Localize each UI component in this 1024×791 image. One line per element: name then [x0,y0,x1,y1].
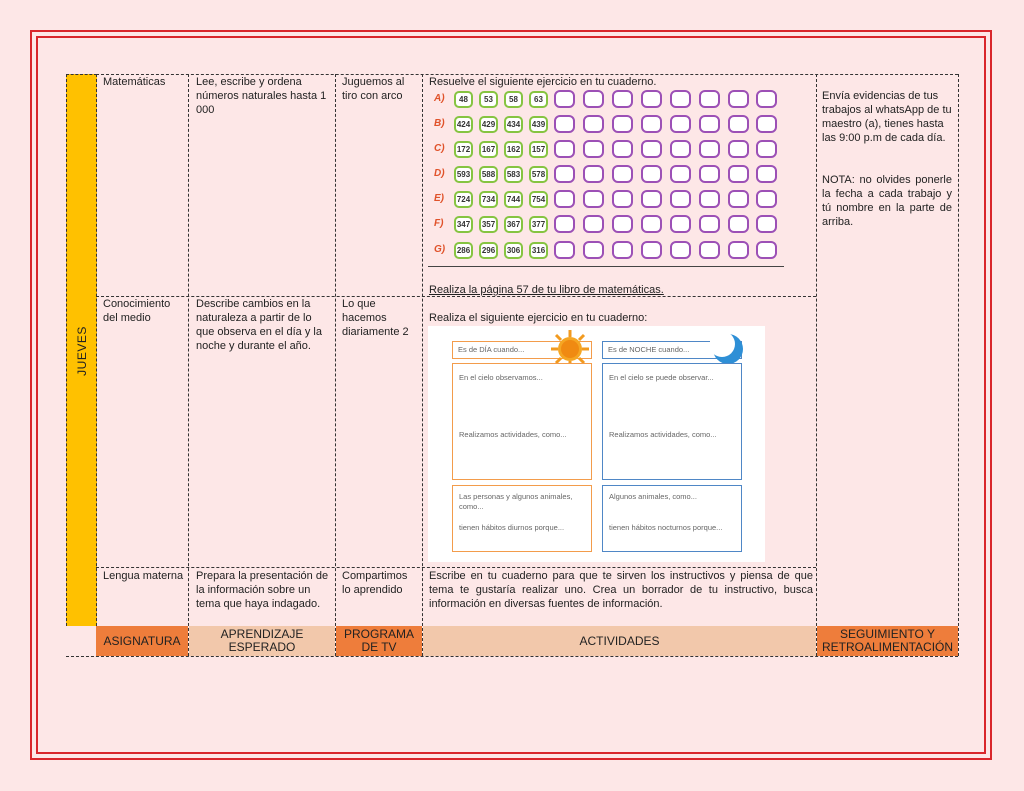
empty-answer-box [670,165,691,183]
followup-instructions: Envía evidencias de tus trabajos al whatsApp de tu maestro (a), tienes hasta las 9:00 p.m de cada día. [822,90,952,144]
sequence-number: 578 [529,166,548,183]
row2-activity-intro: Realiza el siguiente ejercicio en tu cuaderno: [429,312,648,324]
empty-answer-box [612,140,633,158]
empty-answer-box [554,215,575,233]
empty-answer-box [583,190,604,208]
empty-answer-box [583,115,604,133]
sequence-number: 429 [479,116,498,133]
sequence-row-label: C) [434,143,445,154]
header-followup: SEGUIMIENTO Y RETROALIMENTACIÓN [817,626,958,656]
row1-activity-intro: Resuelve el siguiente ejercicio en tu cuaderno. [429,76,657,88]
sequence-number: 63 [529,91,548,108]
sequence-number: 367 [504,216,523,233]
night-habits-box [602,485,742,552]
exercise-divider [428,266,784,267]
day-label: JUEVES [75,325,89,376]
grid-bottom [66,656,958,657]
empty-answer-box [756,215,777,233]
empty-answer-box [756,165,777,183]
grid-row2-bottom [96,567,816,568]
sequence-row-label: D) [434,168,445,179]
grid-col6 [958,74,959,656]
empty-answer-box [583,90,604,108]
empty-answer-box [699,115,720,133]
empty-answer-box [699,215,720,233]
sequence-number: 377 [529,216,548,233]
empty-answer-box [554,190,575,208]
night-sky-text: En el cielo se puede observar... [609,373,714,382]
day-habits-text: tienen hábitos diurnos porque... [459,523,565,532]
empty-answer-box [728,190,749,208]
row3-activity: Escribe en tu cuaderno para que te sirven los instructivos y piensa de que tema te gustaría realizar uno. Crea un borrador de tu instructivo, busca información en diversas fuentes de información. [429,570,813,610]
empty-answer-box [612,115,633,133]
empty-answer-box [554,115,575,133]
row2-expected: Describe cambios en la naturaleza a partir de lo que observa en el día y la noche y durante el año. [196,298,322,352]
empty-answer-box [641,190,662,208]
night-activities-text: Realizamos actividades, como... [609,430,717,439]
day-title: Es de DÍA cuando... [458,345,525,354]
grid-col3 [335,74,336,656]
sequence-number: 583 [504,166,523,183]
empty-answer-box [612,90,633,108]
sequence-number: 53 [479,91,498,108]
empty-answer-box [756,190,777,208]
empty-answer-box [612,215,633,233]
empty-answer-box [756,90,777,108]
empty-answer-box [670,115,691,133]
sequence-number: 754 [529,191,548,208]
sequence-number: 734 [479,191,498,208]
empty-answer-box [670,140,691,158]
day-people-text: Las personas y algunos animales, como... [459,492,573,511]
sequence-number: 439 [529,116,548,133]
grid-col1 [96,74,97,656]
sequence-number: 58 [504,91,523,108]
empty-answer-box [756,140,777,158]
grid-col5 [816,74,817,656]
header-tv: PROGRAMA DE TV [336,626,422,656]
day-night-worksheet [428,326,765,562]
day-sky-box [452,363,592,480]
row2-subject: Conocimiento del medio [103,298,171,324]
row1-subject: Matemáticas [103,76,166,88]
empty-answer-box [583,215,604,233]
night-sky-box [602,363,742,480]
day-band [66,74,97,626]
day-habits-box [452,485,592,552]
sequence-row-label: A) [434,93,445,104]
empty-answer-box [728,115,749,133]
empty-answer-box [670,190,691,208]
empty-answer-box [699,90,720,108]
empty-answer-box [728,215,749,233]
empty-answer-box [641,165,662,183]
empty-answer-box [554,165,575,183]
empty-answer-box [699,241,720,259]
night-title: Es de NOCHE cuando... [608,345,690,354]
empty-answer-box [641,241,662,259]
grid-col4 [422,74,423,656]
empty-answer-box [670,90,691,108]
empty-answer-box [612,165,633,183]
day-sky-text: En el cielo observamos... [459,373,543,382]
empty-answer-box [641,115,662,133]
row1-expected: Lee, escribe y ordena números naturales hasta 1 000 [196,76,327,116]
empty-answer-box [612,241,633,259]
empty-answer-box [612,190,633,208]
empty-answer-box [699,190,720,208]
empty-answer-box [554,140,575,158]
sequence-number: 316 [529,242,548,259]
empty-answer-box [554,241,575,259]
empty-answer-box [670,215,691,233]
empty-answer-box [728,241,749,259]
sequence-number: 357 [479,216,498,233]
row3-expected: Prepara la presentación de la información sobre un tema que haya indagado. [196,570,329,610]
header-expected: APRENDIZAJE ESPERADO [189,626,335,656]
sequence-row-label: G) [434,244,446,255]
empty-answer-box [728,165,749,183]
sequence-number: 286 [454,242,473,259]
header-subject: ASIGNATURA [96,626,188,656]
row1-activity-footer: Realiza la página 57 de tu libro de matemáticas. [429,284,664,296]
grid-col2 [188,74,189,656]
empty-answer-box [641,215,662,233]
sequence-number: 306 [504,242,523,259]
row3-tv: Compartimos lo aprendido [342,570,408,596]
sequence-number: 347 [454,216,473,233]
empty-answer-box [756,241,777,259]
empty-answer-box [554,90,575,108]
moon-icon [710,331,746,367]
row1-tv: Juguemos al tiro con arco [342,76,405,102]
empty-answer-box [641,140,662,158]
header-activities: ACTIVIDADES [423,626,816,656]
followup-note: NOTA: no olvides ponerle la fecha a cada trabajo y tú nombre en la parte de arriba. [822,174,952,228]
sequence-number: 172 [454,141,473,158]
empty-answer-box [641,90,662,108]
sequence-row-label: E) [434,193,444,204]
sequence-number: 167 [479,141,498,158]
empty-answer-box [583,140,604,158]
sequence-number: 157 [529,141,548,158]
night-habits-text: tienen hábitos nocturnos porque... [609,523,723,532]
row2-tv: Lo que hacemos diariamente 2 [342,298,409,338]
empty-answer-box [699,140,720,158]
sequence-number: 162 [504,141,523,158]
empty-answer-box [756,115,777,133]
sequence-number: 424 [454,116,473,133]
empty-answer-box [728,140,749,158]
sequence-number: 48 [454,91,473,108]
day-activities-text: Realizamos actividades, como... [459,430,567,439]
sequence-row-label: F) [434,218,444,229]
empty-answer-box [670,241,691,259]
empty-answer-box [699,165,720,183]
empty-answer-box [583,241,604,259]
row3-subject: Lengua materna [103,570,184,582]
night-animals-text: Algunos animales, como... [609,492,697,501]
sequence-number: 296 [479,242,498,259]
sequence-row-label: B) [434,118,445,129]
sequence-number: 724 [454,191,473,208]
empty-answer-box [728,90,749,108]
empty-answer-box [583,165,604,183]
sequence-number: 593 [454,166,473,183]
sequence-number: 588 [479,166,498,183]
sequence-number: 744 [504,191,523,208]
sequence-number: 434 [504,116,523,133]
